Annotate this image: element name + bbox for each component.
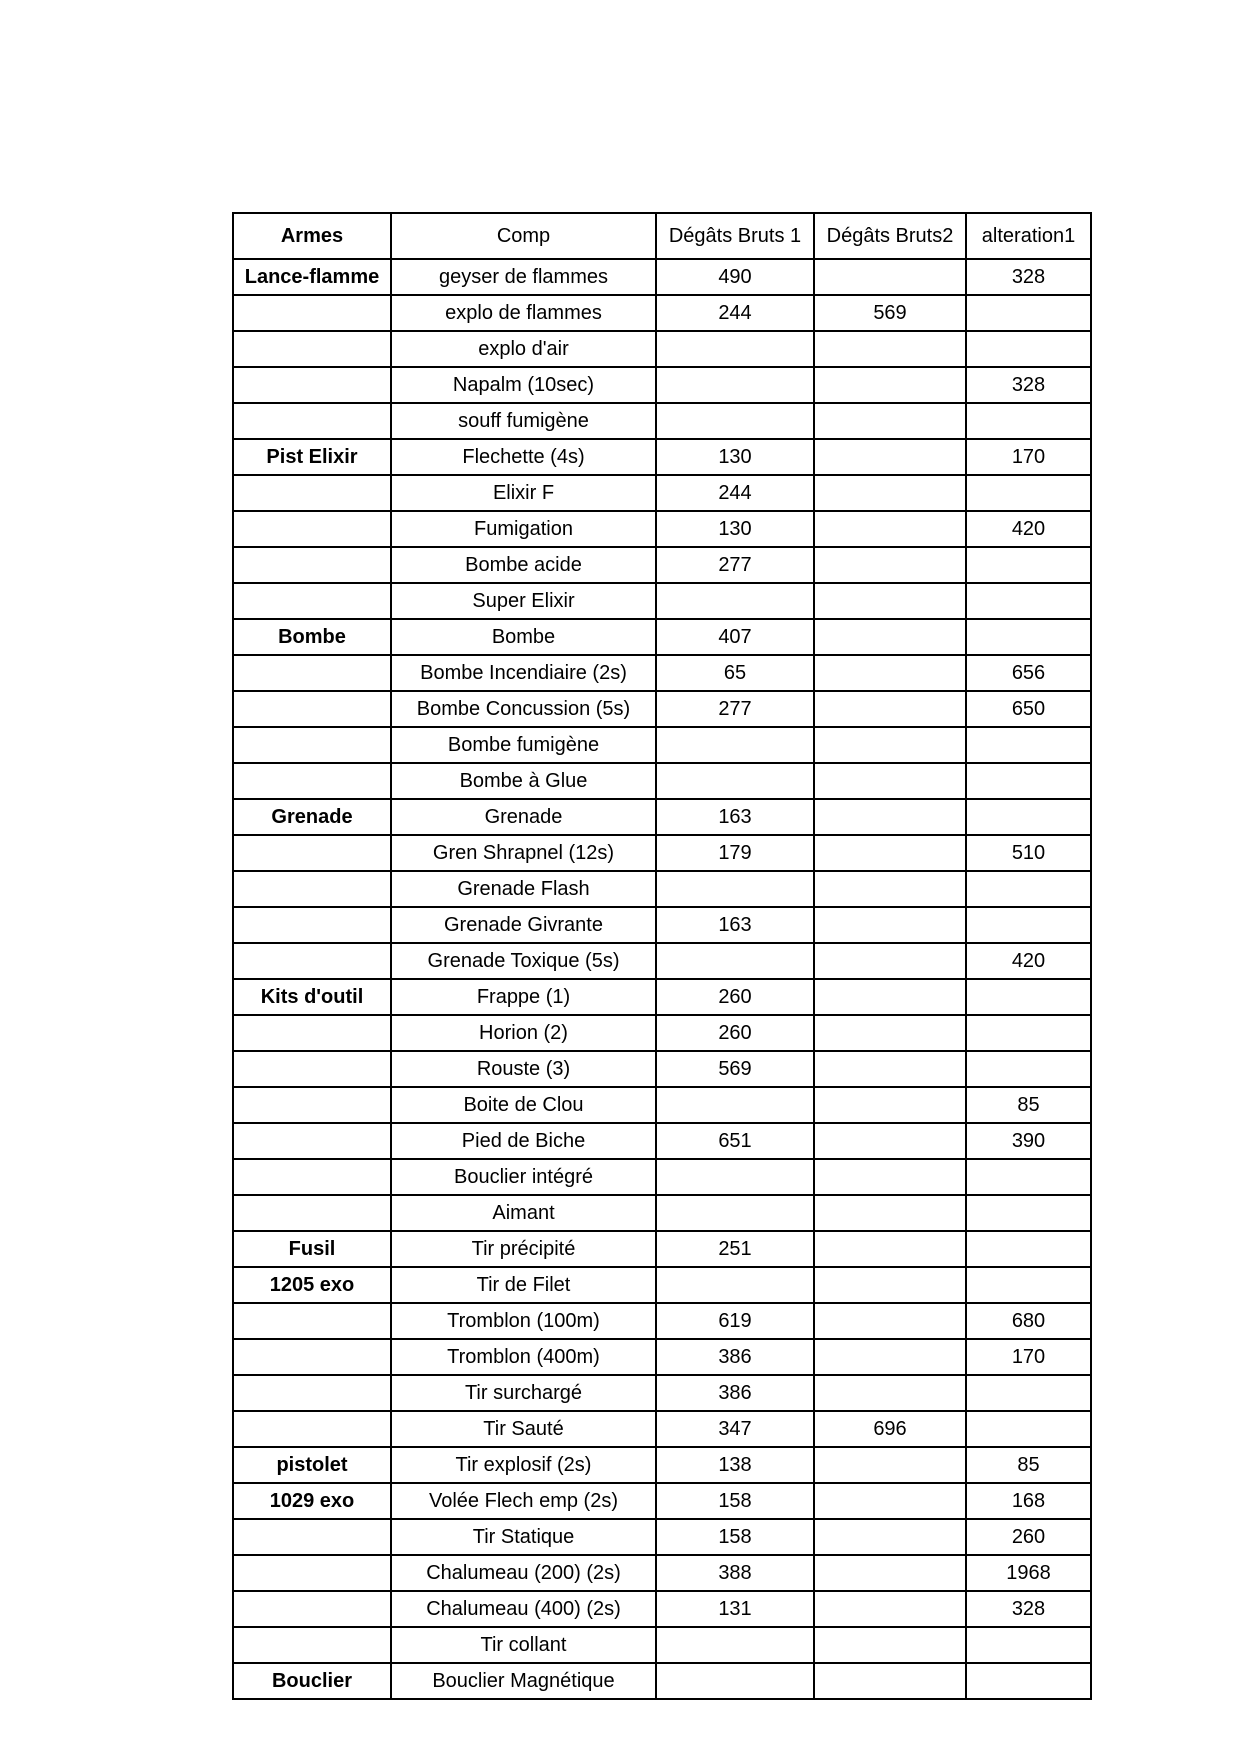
comp-cell: Tir Statique (391, 1519, 656, 1555)
degats-bruts-1-cell: 138 (656, 1447, 814, 1483)
comp-cell: souff fumigène (391, 403, 656, 439)
degats-bruts-2-cell (814, 619, 966, 655)
degats-bruts-2-cell (814, 259, 966, 295)
table-row (233, 691, 1091, 727)
alteration1-cell (966, 907, 1091, 943)
comp-cell: geyser de flammes (391, 259, 656, 295)
degats-bruts-1-cell (656, 763, 814, 799)
degats-bruts-1-cell: 388 (656, 1555, 814, 1591)
armes-cell (233, 1555, 391, 1591)
degats-bruts-2-cell (814, 1519, 966, 1555)
degats-bruts-2-cell: 696 (814, 1411, 966, 1447)
degats-bruts-2-cell (814, 907, 966, 943)
table-row (233, 619, 1091, 655)
armes-cell (233, 295, 391, 331)
comp-cell: Napalm (10sec) (391, 367, 656, 403)
alteration1-cell (966, 871, 1091, 907)
comp-cell: Pied de Biche (391, 1123, 656, 1159)
degats-bruts-2-cell (814, 331, 966, 367)
alteration1-cell: 85 (966, 1087, 1091, 1123)
comp-cell: Bouclier intégré (391, 1159, 656, 1195)
comp-cell: Bouclier Magnétique (391, 1663, 656, 1699)
degats-bruts-2-cell: 569 (814, 295, 966, 331)
comp-cell: Aimant (391, 1195, 656, 1231)
comp-cell: Tir Sauté (391, 1411, 656, 1447)
degats-bruts-1-cell: 407 (656, 619, 814, 655)
degats-bruts-2-cell (814, 1591, 966, 1627)
armes-cell (233, 691, 391, 727)
degats-bruts-1-cell (656, 1267, 814, 1303)
armes-cell (233, 475, 391, 511)
degats-bruts-1-cell: 277 (656, 547, 814, 583)
comp-cell: Bombe Concussion (5s) (391, 691, 656, 727)
column-header-alteration1: alteration1 (966, 213, 1091, 259)
armes-cell (233, 1411, 391, 1447)
table-row (233, 943, 1091, 979)
degats-bruts-1-cell: 260 (656, 1015, 814, 1051)
armes-cell (233, 1123, 391, 1159)
alteration1-cell: 1968 (966, 1555, 1091, 1591)
comp-cell: Horion (2) (391, 1015, 656, 1051)
table-row (233, 1303, 1091, 1339)
alteration1-cell (966, 727, 1091, 763)
armes-cell (233, 1051, 391, 1087)
table-row (233, 1051, 1091, 1087)
degats-bruts-1-cell (656, 727, 814, 763)
alteration1-cell (966, 1411, 1091, 1447)
degats-bruts-1-cell: 244 (656, 475, 814, 511)
degats-bruts-1-cell: 163 (656, 799, 814, 835)
degats-bruts-2-cell (814, 1195, 966, 1231)
degats-bruts-2-cell (814, 1303, 966, 1339)
comp-cell: Bombe acide (391, 547, 656, 583)
armes-cell (233, 871, 391, 907)
armes-cell (233, 727, 391, 763)
degats-bruts-1-cell (656, 1087, 814, 1123)
degats-bruts-2-cell (814, 511, 966, 547)
degats-bruts-1-cell: 131 (656, 1591, 814, 1627)
degats-bruts-1-cell: 244 (656, 295, 814, 331)
armes-cell (233, 331, 391, 367)
table-row (233, 259, 1091, 295)
alteration1-cell (966, 403, 1091, 439)
comp-cell: Boite de Clou (391, 1087, 656, 1123)
comp-cell: Super Elixir (391, 583, 656, 619)
comp-cell: Tir surchargé (391, 1375, 656, 1411)
armes-cell (233, 1375, 391, 1411)
degats-bruts-2-cell (814, 583, 966, 619)
armes-cell: Lance-flamme (233, 259, 391, 295)
table-row (233, 1519, 1091, 1555)
degats-bruts-1-cell: 130 (656, 439, 814, 475)
table-row (233, 1015, 1091, 1051)
armes-cell (233, 1015, 391, 1051)
table-row (233, 331, 1091, 367)
degats-bruts-1-cell: 490 (656, 259, 814, 295)
comp-cell: Tir de Filet (391, 1267, 656, 1303)
degats-bruts-2-cell (814, 979, 966, 1015)
table-row (233, 1627, 1091, 1663)
degats-bruts-2-cell (814, 1159, 966, 1195)
header-row (233, 213, 1091, 259)
column-header-armes: Armes (233, 213, 391, 259)
armes-cell (233, 1627, 391, 1663)
table-row (233, 727, 1091, 763)
armes-cell (233, 655, 391, 691)
degats-bruts-1-cell: 158 (656, 1519, 814, 1555)
degats-bruts-1-cell: 251 (656, 1231, 814, 1267)
comp-cell: explo de flammes (391, 295, 656, 331)
armes-cell (233, 1195, 391, 1231)
degats-bruts-1-cell (656, 1195, 814, 1231)
armes-cell (233, 1591, 391, 1627)
alteration1-cell (966, 1015, 1091, 1051)
alteration1-cell (966, 763, 1091, 799)
degats-bruts-2-cell (814, 1231, 966, 1267)
comp-cell: Tromblon (400m) (391, 1339, 656, 1375)
alteration1-cell: 260 (966, 1519, 1091, 1555)
degats-bruts-2-cell (814, 943, 966, 979)
degats-bruts-1-cell: 386 (656, 1375, 814, 1411)
alteration1-cell (966, 1663, 1091, 1699)
table-row (233, 439, 1091, 475)
comp-cell: Flechette (4s) (391, 439, 656, 475)
column-header-degats-bruts-1: Dégâts Bruts 1 (656, 213, 814, 259)
alteration1-cell (966, 979, 1091, 1015)
comp-cell: Volée Flech emp (2s) (391, 1483, 656, 1519)
alteration1-cell (966, 1195, 1091, 1231)
degats-bruts-1-cell: 65 (656, 655, 814, 691)
degats-bruts-2-cell (814, 403, 966, 439)
degats-bruts-2-cell (814, 1123, 966, 1159)
table-row (233, 1195, 1091, 1231)
table-row (233, 1267, 1091, 1303)
degats-bruts-2-cell (814, 1015, 966, 1051)
alteration1-cell (966, 583, 1091, 619)
table-row (233, 1411, 1091, 1447)
alteration1-cell (966, 619, 1091, 655)
table-row (233, 907, 1091, 943)
alteration1-cell (966, 799, 1091, 835)
comp-cell: Fumigation (391, 511, 656, 547)
alteration1-cell (966, 1375, 1091, 1411)
armes-cell (233, 1339, 391, 1375)
degats-bruts-2-cell (814, 367, 966, 403)
comp-cell: Tir précipité (391, 1231, 656, 1267)
table-row (233, 763, 1091, 799)
column-header-comp: Comp (391, 213, 656, 259)
degats-bruts-2-cell (814, 1339, 966, 1375)
table-row (233, 1591, 1091, 1627)
degats-bruts-2-cell (814, 1051, 966, 1087)
table-row (233, 1159, 1091, 1195)
comp-cell: Bombe (391, 619, 656, 655)
comp-cell: Gren Shrapnel (12s) (391, 835, 656, 871)
comp-cell: Bombe à Glue (391, 763, 656, 799)
comp-cell: Rouste (3) (391, 1051, 656, 1087)
alteration1-cell: 170 (966, 1339, 1091, 1375)
alteration1-cell: 420 (966, 943, 1091, 979)
table-row (233, 403, 1091, 439)
armes-cell: Pist Elixir (233, 439, 391, 475)
armes-cell (233, 1159, 391, 1195)
weapons-damage-table (232, 212, 1092, 1700)
comp-cell: Frappe (1) (391, 979, 656, 1015)
degats-bruts-2-cell (814, 727, 966, 763)
armes-cell (233, 907, 391, 943)
alteration1-cell (966, 1159, 1091, 1195)
table-row (233, 1375, 1091, 1411)
degats-bruts-1-cell: 277 (656, 691, 814, 727)
armes-cell: Grenade (233, 799, 391, 835)
degats-bruts-1-cell (656, 1627, 814, 1663)
table-row (233, 1555, 1091, 1591)
armes-cell (233, 1303, 391, 1339)
degats-bruts-2-cell (814, 1555, 966, 1591)
degats-bruts-1-cell (656, 367, 814, 403)
degats-bruts-1-cell (656, 331, 814, 367)
comp-cell: explo d'air (391, 331, 656, 367)
table-row (233, 1339, 1091, 1375)
alteration1-cell (966, 475, 1091, 511)
comp-cell: Grenade (391, 799, 656, 835)
armes-cell: Fusil (233, 1231, 391, 1267)
alteration1-cell: 656 (966, 655, 1091, 691)
table-row (233, 1087, 1091, 1123)
table-row (233, 1447, 1091, 1483)
table-row (233, 295, 1091, 331)
degats-bruts-2-cell (814, 439, 966, 475)
degats-bruts-2-cell (814, 1663, 966, 1699)
alteration1-cell (966, 1231, 1091, 1267)
comp-cell: Elixir F (391, 475, 656, 511)
table-row (233, 1663, 1091, 1699)
degats-bruts-1-cell (656, 1159, 814, 1195)
degats-bruts-1-cell: 163 (656, 907, 814, 943)
degats-bruts-2-cell (814, 799, 966, 835)
comp-cell: Chalumeau (400) (2s) (391, 1591, 656, 1627)
table-row (233, 979, 1091, 1015)
table-row (233, 1123, 1091, 1159)
alteration1-cell: 510 (966, 835, 1091, 871)
degats-bruts-2-cell (814, 763, 966, 799)
table-row (233, 367, 1091, 403)
alteration1-cell: 328 (966, 1591, 1091, 1627)
armes-cell: Bombe (233, 619, 391, 655)
degats-bruts-1-cell: 619 (656, 1303, 814, 1339)
degats-bruts-1-cell (656, 943, 814, 979)
armes-cell (233, 583, 391, 619)
armes-cell (233, 1087, 391, 1123)
comp-cell: Grenade Toxique (5s) (391, 943, 656, 979)
alteration1-cell (966, 1627, 1091, 1663)
comp-cell: Grenade Givrante (391, 907, 656, 943)
degats-bruts-1-cell: 179 (656, 835, 814, 871)
degats-bruts-1-cell: 569 (656, 1051, 814, 1087)
alteration1-cell (966, 331, 1091, 367)
table-row (233, 511, 1091, 547)
table-row (233, 1231, 1091, 1267)
table-row (233, 583, 1091, 619)
armes-cell (233, 835, 391, 871)
alteration1-cell (966, 1267, 1091, 1303)
alteration1-cell: 168 (966, 1483, 1091, 1519)
alteration1-cell (966, 295, 1091, 331)
degats-bruts-2-cell (814, 1267, 966, 1303)
comp-cell: Bombe fumigène (391, 727, 656, 763)
armes-cell: Kits d'outil (233, 979, 391, 1015)
armes-cell: 1029 exo (233, 1483, 391, 1519)
degats-bruts-1-cell (656, 583, 814, 619)
alteration1-cell: 170 (966, 439, 1091, 475)
degats-bruts-2-cell (814, 1087, 966, 1123)
degats-bruts-1-cell (656, 1663, 814, 1699)
degats-bruts-1-cell: 130 (656, 511, 814, 547)
degats-bruts-2-cell (814, 1375, 966, 1411)
armes-cell: pistolet (233, 1447, 391, 1483)
comp-cell: Tir explosif (2s) (391, 1447, 656, 1483)
alteration1-cell (966, 1051, 1091, 1087)
armes-cell (233, 403, 391, 439)
armes-cell (233, 367, 391, 403)
alteration1-cell: 650 (966, 691, 1091, 727)
alteration1-cell: 420 (966, 511, 1091, 547)
degats-bruts-2-cell (814, 691, 966, 727)
armes-cell (233, 763, 391, 799)
table-row (233, 547, 1091, 583)
degats-bruts-2-cell (814, 1483, 966, 1519)
degats-bruts-2-cell (814, 1447, 966, 1483)
comp-cell: Tir collant (391, 1627, 656, 1663)
degats-bruts-1-cell: 651 (656, 1123, 814, 1159)
alteration1-cell: 328 (966, 367, 1091, 403)
table-header (233, 213, 1091, 259)
alteration1-cell: 680 (966, 1303, 1091, 1339)
degats-bruts-1-cell: 347 (656, 1411, 814, 1447)
degats-bruts-2-cell (814, 475, 966, 511)
comp-cell: Bombe Incendiaire (2s) (391, 655, 656, 691)
degats-bruts-1-cell (656, 871, 814, 907)
degats-bruts-2-cell (814, 835, 966, 871)
degats-bruts-2-cell (814, 547, 966, 583)
table-row (233, 475, 1091, 511)
armes-cell: 1205 exo (233, 1267, 391, 1303)
alteration1-cell: 328 (966, 259, 1091, 295)
degats-bruts-2-cell (814, 871, 966, 907)
armes-cell (233, 547, 391, 583)
degats-bruts-1-cell: 386 (656, 1339, 814, 1375)
comp-cell: Grenade Flash (391, 871, 656, 907)
column-header-degats-bruts-2: Dégâts Bruts2 (814, 213, 966, 259)
degats-bruts-1-cell: 158 (656, 1483, 814, 1519)
degats-bruts-2-cell (814, 655, 966, 691)
comp-cell: Chalumeau (200) (2s) (391, 1555, 656, 1591)
armes-cell (233, 1519, 391, 1555)
armes-cell (233, 511, 391, 547)
table-row (233, 835, 1091, 871)
table-row (233, 655, 1091, 691)
degats-bruts-2-cell (814, 1627, 966, 1663)
table-row (233, 871, 1091, 907)
degats-bruts-1-cell (656, 403, 814, 439)
table-body (233, 259, 1091, 1699)
alteration1-cell: 85 (966, 1447, 1091, 1483)
comp-cell: Tromblon (100m) (391, 1303, 656, 1339)
alteration1-cell (966, 547, 1091, 583)
table-row (233, 1483, 1091, 1519)
degats-bruts-1-cell: 260 (656, 979, 814, 1015)
table-row (233, 799, 1091, 835)
armes-cell: Bouclier (233, 1663, 391, 1699)
alteration1-cell: 390 (966, 1123, 1091, 1159)
armes-cell (233, 943, 391, 979)
